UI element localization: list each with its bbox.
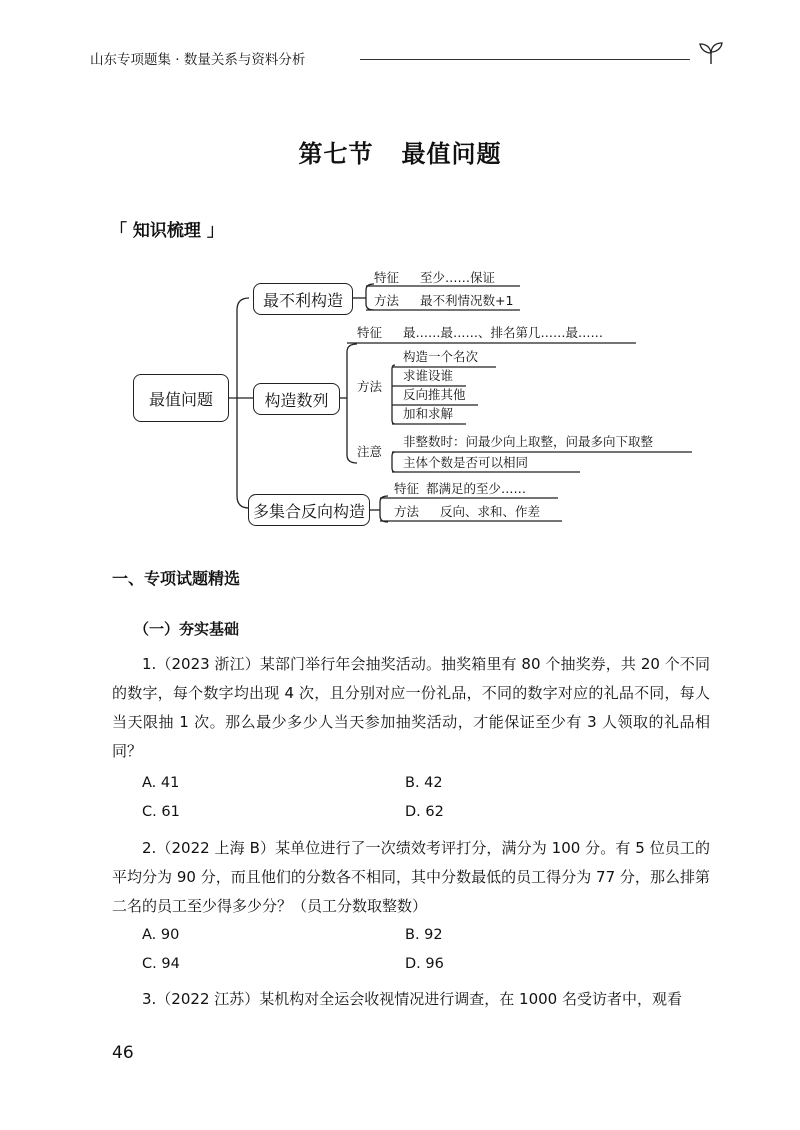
question-2: 2.（2022 上海 B）某单位进行了一次绩效考评打分，满分为 100 分。有 5 位员工的平均分为 90 分，而且他们的分数各不相同，其中分数最低的员工得分为 77 分，那么排第二名的员工至少得多少分？（员工分数取整数） xyxy=(112,839,710,915)
sprout-icon xyxy=(696,38,726,68)
question-1: 1.（2023 浙江）某部门举行年会抽奖活动。抽奖箱里有 80 个抽奖券，共 20 个不同的数字，每个数字均出现 4 次，且分别对应一份礼品，不同的数字对应的礼品不同，每人当天限抽 1 次。那么最少多少人当天参加抽奖活动，才能保证至少有 3 人领取的礼品相同？ xyxy=(112,655,710,760)
sequence-note-key: 注意 xyxy=(357,444,383,459)
q2-option-c: C. 94 xyxy=(142,956,180,972)
q2-option-d: D. 96 xyxy=(405,956,444,972)
knowledge-label: 「 知识梳理 」 xyxy=(110,221,224,241)
title-section-number: 第七节 xyxy=(298,140,374,168)
mindmap-branch-sequence: 构造数列 xyxy=(253,383,340,415)
section-heading: 一、专项试题精选 xyxy=(112,569,241,588)
q1-option-a: A. 41 xyxy=(142,775,180,791)
sequence-note-item: 主体个数是否可以相同 xyxy=(403,455,529,470)
multi-set-feature-value: 都满足的至少…… xyxy=(426,481,527,496)
header-rule xyxy=(360,59,690,60)
running-header xyxy=(90,44,730,74)
mindmap-root: 最值问题 xyxy=(133,374,229,422)
sequence-method-key: 方法 xyxy=(357,379,383,394)
worst-case-method-value: 最不利情况数+1 xyxy=(420,293,514,308)
sequence-method-item: 求谁设谁 xyxy=(403,368,454,383)
worst-case-feature-key: 特征 xyxy=(374,270,400,285)
worst-case-feature-value: 至少……保证 xyxy=(420,270,496,285)
question-3: 3.（2022 江苏）某机构对全运会收视情况进行调查，在 1000 名受访者中，观看 xyxy=(142,990,682,1008)
subsection-heading: （一）夯实基础 xyxy=(134,620,240,638)
q1-option-c: C. 61 xyxy=(142,804,180,820)
page-title xyxy=(0,134,800,169)
title-topic: 最值问题 xyxy=(401,140,502,168)
sequence-feature-key: 特征 xyxy=(357,325,383,340)
sequence-method-item: 构造一个名次 xyxy=(403,349,479,364)
sequence-method-item: 加和求解 xyxy=(403,406,454,421)
running-title: 山东专项题集 · 数量关系与资料分析 xyxy=(90,52,306,68)
multi-set-method-key: 方法 xyxy=(394,504,420,519)
worst-case-method-key: 方法 xyxy=(374,293,400,308)
multi-set-method-value: 反向、求和、作差 xyxy=(440,504,541,519)
sequence-feature-value: 最……最……、排名第几……最…… xyxy=(403,325,604,340)
sequence-note-item: 非整数时：问最少向上取整，问最多向下取整 xyxy=(403,434,654,449)
q2-option-b: B. 92 xyxy=(405,927,443,943)
mindmap-branch-multi-set: 多集合反向构造 xyxy=(248,494,370,526)
mindmap-connectors xyxy=(0,0,800,540)
q1-option-b: B. 42 xyxy=(405,775,443,791)
q2-option-a: A. 90 xyxy=(142,927,180,943)
mindmap-branch-worst-case: 最不利构造 xyxy=(253,283,353,315)
sequence-method-item: 反向推其他 xyxy=(403,387,466,402)
multi-set-feature-key: 特征 xyxy=(394,481,420,496)
q1-option-d: D. 62 xyxy=(405,804,444,820)
page-number: 46 xyxy=(112,1043,134,1063)
